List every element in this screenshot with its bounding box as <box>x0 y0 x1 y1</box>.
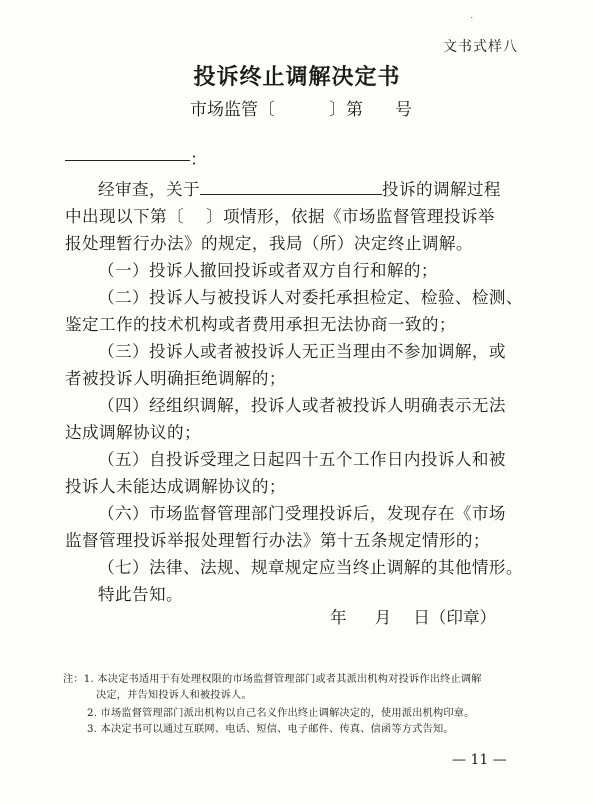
date-month: 月 <box>374 608 392 627</box>
date-day-seal: 日（印章） <box>413 608 497 627</box>
document-number <box>190 95 412 120</box>
item-4-line-1: （四）经组织调解，投诉人或者被投诉人明确表示无法 <box>98 396 506 415</box>
date-signature-line <box>330 604 496 628</box>
form-template-label: 文书式样八 <box>443 39 518 55</box>
doc-number-prefix: 市场监管〔 <box>190 100 275 120</box>
item-3-line-1: （三）投诉人或者被投诉人无正当理由不参加调解，或 <box>98 342 506 361</box>
item-6-line-2: 监督管理投诉举报处理暂行办法》第十五条规定情形的； <box>65 531 490 550</box>
note-3: 3. 本决定书可以通过互联网、电话、短信、电子邮件、传真、信函等方式告知。 <box>87 724 454 735</box>
closing-text: 特此告知。 <box>98 585 183 604</box>
doc-number-suffix: 号 <box>395 100 412 120</box>
document-title: 投诉终止调解决定书 <box>193 65 401 90</box>
doc-number-bracket-close: 〕第 <box>329 100 363 120</box>
complaint-subject-blank <box>200 178 382 195</box>
note-1-line-1: 注：1. 本决定书适用于有处理权限的市场监督管理部门或者其派出机构对投诉作出终止调解 <box>63 674 482 685</box>
item-4-line-2: 达成调解协议的； <box>65 423 201 442</box>
addressee-blank-line <box>65 160 190 161</box>
item-6-line-1: （六）市场监督管理部门受理投诉后，发现存在《市场 <box>98 504 506 523</box>
body-line-3: 报处理暂行办法》的规定，我局（所）决定终止调解。 <box>65 234 473 253</box>
item-5-line-2: 投诉人未能达成调解协议的； <box>65 477 286 496</box>
note-2: 2. 市场监督管理部门派出机构以自己名义作出终止调解决定的，使用派出机构印章。 <box>87 708 475 719</box>
item-3-line-2: 者被投诉人明确拒绝调解的； <box>65 369 286 388</box>
note-1-line-2: 决定，并告知投诉人和被投诉人。 <box>96 690 252 701</box>
addressee-colon: ： <box>190 150 207 170</box>
body-line-2: 中出现以下第〔 〕项情形，依据《市场监督管理投诉举 <box>65 207 495 226</box>
item-5-line-1: （五）自投诉受理之日起四十五个工作日内投诉人和被 <box>98 450 506 469</box>
item-2-line-1: （二）投诉人与被投诉人对委托承担检定、检验、检测、 <box>98 288 523 307</box>
item-7: （七）法律、法规、规章规定应当终止调解的其他情形。 <box>98 558 523 577</box>
date-year: 年 <box>330 608 347 627</box>
item-2-line-2: 鉴定工作的技术机构或者费用承担无法协商一致的； <box>65 315 456 334</box>
body-line-1: 经审查，关于 投诉的调解过程 <box>98 180 501 199</box>
item-1: （一）投诉人撤回投诉或者双方自行和解的； <box>98 261 438 280</box>
stray-mark: ˎ <box>470 8 474 19</box>
page-number: — 11 — <box>452 752 507 768</box>
